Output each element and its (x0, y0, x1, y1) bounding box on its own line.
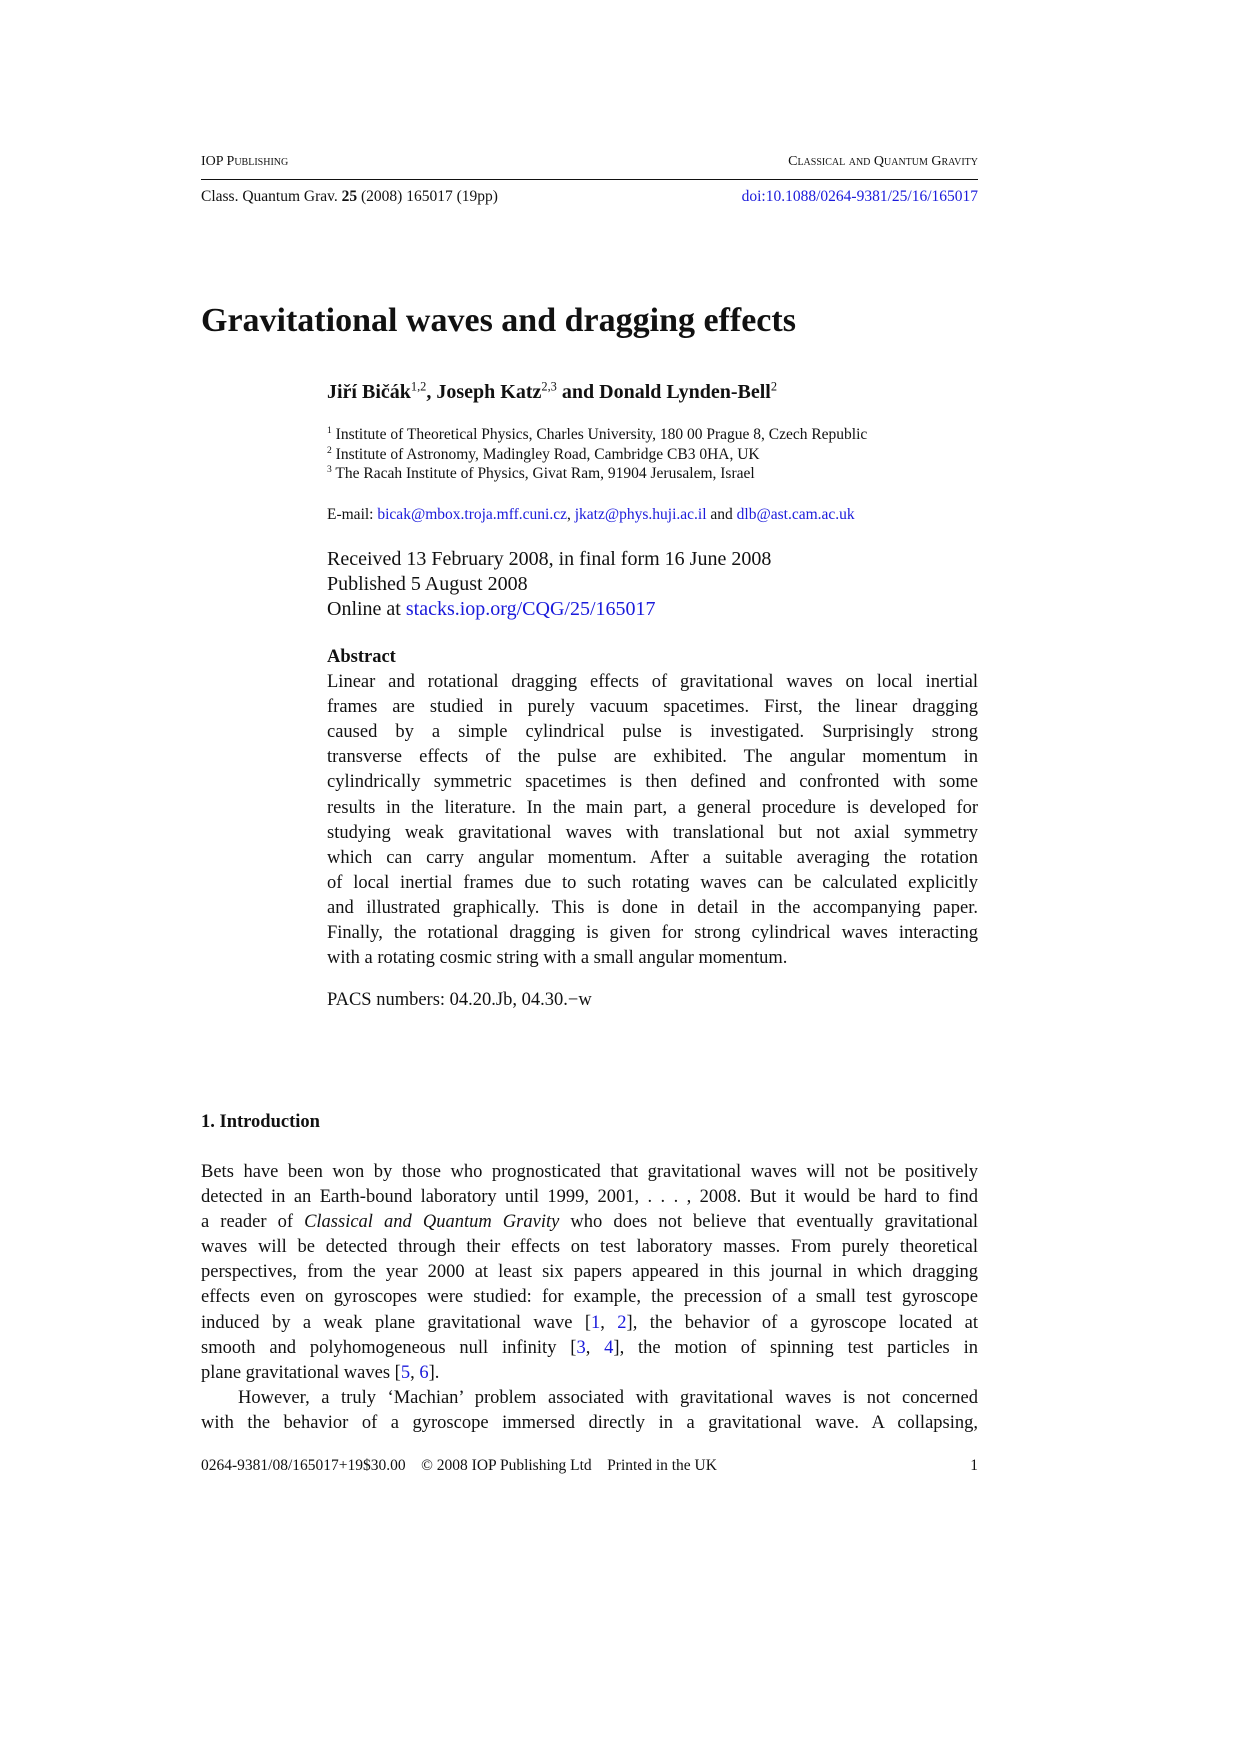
journal-title-italic: Classical and Quantum Gravity (304, 1212, 560, 1233)
email-label: E-mail: (327, 506, 378, 523)
affil-text: The Racah Institute of Physics, Givat Ram, 91904 Jerusalem, Israel (335, 465, 755, 482)
author: Donald Lynden-Bell (599, 381, 771, 403)
text-line: perspectives, from the year 2000 at least six papers appeared in this journal in which dragging (201, 1262, 978, 1283)
online-line (327, 597, 771, 622)
text-span: ], the behavior of a gyroscope located at (626, 1312, 979, 1333)
citation-journal: Class. Quantum Grav. (201, 188, 342, 205)
reference-link[interactable]: 4 (604, 1337, 614, 1358)
abstract-line: Linear and rotational dragging effects of gravitational waves on local inertial (327, 672, 978, 693)
text-span: a reader of (201, 1212, 305, 1233)
online-link[interactable]: stacks.iop.org/CQG/25/165017 (405, 598, 656, 620)
section-heading: 1. Introduction (201, 1112, 320, 1132)
text-span: ], the motion of spinning test particles in (613, 1337, 978, 1358)
author: Jiří Bičák (327, 381, 411, 403)
running-header (201, 154, 978, 170)
text-line: with the behavior of a gyroscope immersed directly in a gravitational wave. A collapsing, (201, 1412, 978, 1433)
email-sep: , (566, 506, 575, 523)
author-affil: 2,3 (541, 379, 557, 394)
reference-link[interactable]: 2 (617, 1312, 627, 1333)
author-list (327, 381, 777, 404)
abstract-line: caused by a simple cylindrical pulse is investigated. Surprisingly strong (327, 722, 978, 743)
published-date: Published 5 August 2008 (327, 573, 528, 595)
abstract-line: which can carry angular momentum. After a suitable averaging the rotation (327, 847, 978, 868)
text-line (201, 1210, 978, 1235)
paper-title: Gravitational waves and dragging effects (201, 302, 796, 339)
text-line (201, 1311, 978, 1336)
affil-text: Institute of Astronomy, Madingley Road, Cambridge CB3 0HA, UK (335, 445, 760, 463)
author-sep: , (426, 381, 437, 403)
abstract-line: transverse effects of the pulse are exhibited. The angular momentum in (327, 747, 978, 768)
publication-dates (327, 547, 771, 622)
abstract-line: studying weak gravitational waves with translational but not axial symmetry (327, 822, 978, 843)
citation-details: (2008) 165017 (19pp) (357, 188, 498, 205)
online-label: Online at (327, 598, 406, 620)
abstract-line: and illustrated graphically. This is done in detail in the accompanying paper. (327, 897, 978, 918)
abstract-line: results in the literature. In the main part, a general procedure is developed for (327, 797, 978, 818)
reference-link[interactable]: 3 (576, 1337, 586, 1358)
text-span: , (410, 1362, 420, 1383)
text-line: Bets have been won by those who prognosticated that gravitational waves will not be positively (201, 1162, 978, 1182)
text-span: who does not believe that eventually gravitational (559, 1212, 978, 1233)
text-span: , (600, 1312, 618, 1333)
citation (201, 188, 498, 206)
reference-link[interactable]: 1 (591, 1312, 601, 1333)
received-date: Received 13 February 2008, in final form 16 June 2008 (327, 548, 772, 570)
email-sep: and (706, 506, 737, 523)
affil-text: Institute of Theoretical Physics, Charles University, 180 00 Prague 8, Czech Republic (335, 426, 868, 443)
affiliations (327, 425, 867, 484)
text-line (201, 1361, 978, 1386)
text-line: detected in an Earth-bound laboratory until 1999, 2001, . . . , 2008. But it would be hard to find (201, 1187, 978, 1208)
author: Joseph Katz (436, 381, 542, 403)
email-line (327, 506, 855, 524)
page-footer (201, 1457, 978, 1475)
email-link[interactable]: dlb@ast.cam.ac.uk (736, 506, 855, 523)
abstract-text (327, 670, 978, 971)
abstract-line: Finally, the rotational dragging is given for strong cylindrical waves interacting (327, 923, 978, 944)
text-line: effects even on gyroscopes were studied: for example, the precession of a small test gyroscope (201, 1287, 978, 1308)
abstract-heading: Abstract (327, 647, 396, 667)
introduction-text (201, 1160, 978, 1436)
journal-name: Classical and Quantum Gravity (788, 154, 978, 169)
affil-number: 3 (327, 463, 332, 475)
text-line (201, 1336, 978, 1361)
abstract (327, 645, 978, 971)
author-affil: 2 (770, 379, 778, 394)
header-rule (201, 179, 978, 180)
author-sep: and (556, 381, 600, 403)
email-link[interactable]: bicak@mbox.troja.mff.cuni.cz (377, 506, 567, 523)
author-affil: 1,2 (410, 379, 427, 394)
affiliation (327, 445, 867, 465)
reference-link[interactable]: 5 (400, 1362, 411, 1383)
publisher: IOP Publishing (201, 154, 289, 169)
text-line: However, a truly ‘Machian’ problem associated with gravitational waves is not concerned (238, 1387, 978, 1408)
text-span: ]. (428, 1362, 440, 1383)
text-line: waves will be detected through their effects on test laboratory masses. From purely theoretical (201, 1237, 978, 1258)
abstract-line: frames are studied in purely vacuum spacetimes. First, the linear dragging (327, 697, 978, 718)
reference-link[interactable]: 6 (419, 1362, 429, 1383)
affil-number: 2 (327, 444, 332, 456)
email-link[interactable]: jkatz@phys.huji.ac.il (574, 506, 707, 523)
citation-line (201, 188, 978, 206)
affiliation (327, 425, 867, 445)
copyright-line: 0264-9381/08/165017+19$30.00 © 2008 IOP Publishing Ltd Printed in the UK (201, 1457, 717, 1474)
text-span: induced by a weak plane gravitational wave [ (201, 1312, 591, 1333)
doi-link[interactable]: doi:10.1088/0264-9381/25/16/165017 (741, 188, 978, 205)
abstract-line: of local inertial frames due to such rotating waves can be calculated explicitly (327, 872, 978, 893)
text-span: plane gravitational waves [ (201, 1362, 401, 1383)
text-span: smooth and polyhomogeneous null infinity [ (201, 1337, 577, 1358)
pacs-numbers: PACS numbers: 04.20.Jb, 04.30.−w (327, 990, 592, 1010)
citation-volume: 25 (341, 188, 358, 205)
abstract-line: cylindrically symmetric spacetimes is then defined and confronted with some (327, 772, 978, 793)
affiliation (327, 464, 867, 484)
page-number: 1 (970, 1457, 978, 1474)
affil-number: 1 (327, 424, 332, 436)
abstract-line: with a rotating cosmic string with a small angular momentum. (327, 948, 788, 969)
text-span: , (585, 1337, 605, 1358)
